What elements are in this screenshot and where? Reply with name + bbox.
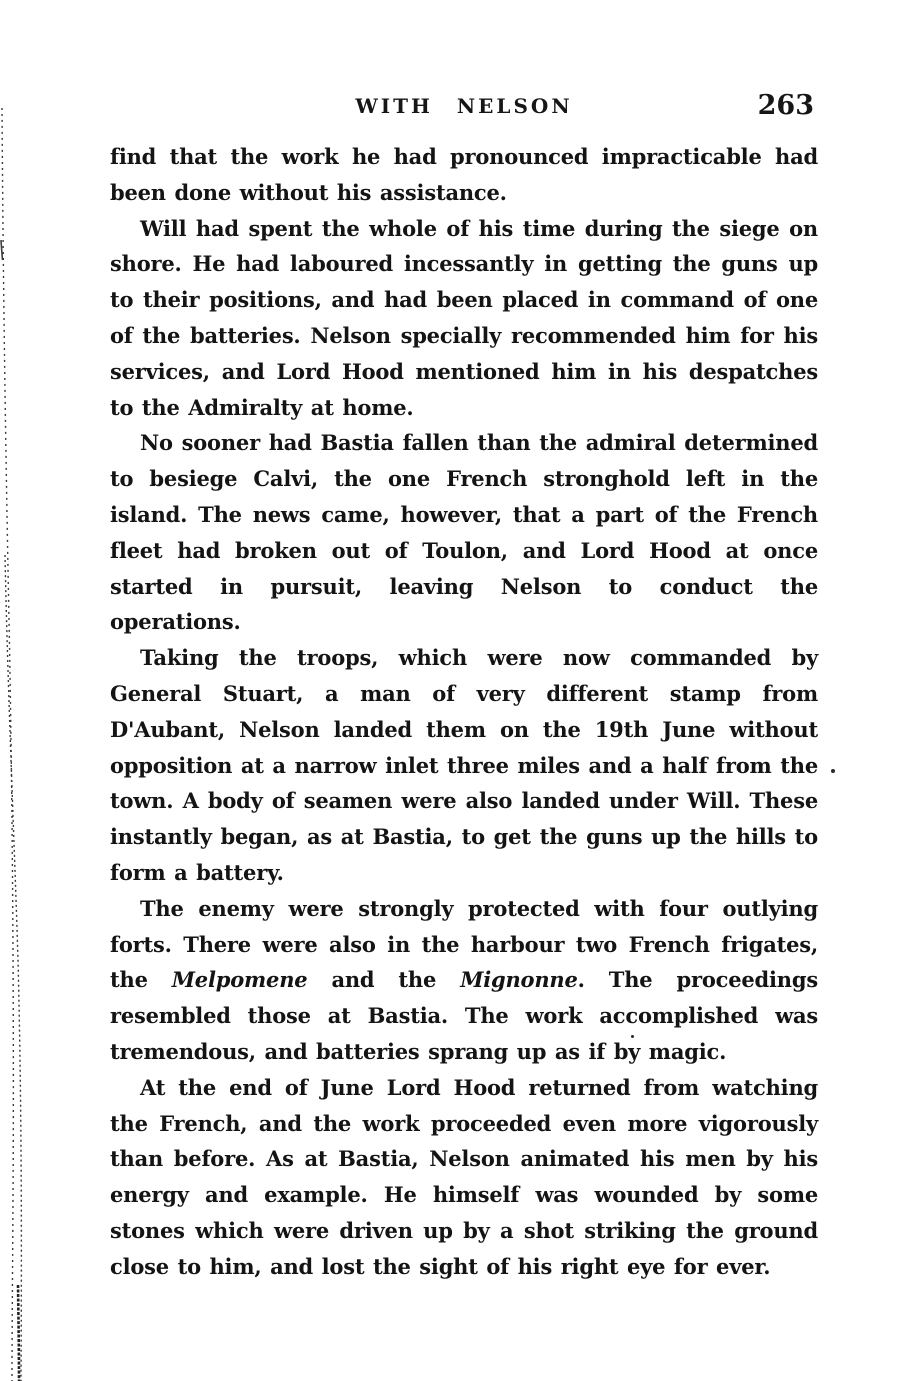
- scan-speck: [831, 769, 835, 773]
- running-title: WITH NELSON: [355, 94, 573, 118]
- paragraph: find that the work he had pronounced impracticable had been done without his assistance.: [110, 144, 818, 205]
- page-number: 263: [757, 90, 814, 121]
- paragraph: The enemy were strongly protected with four outlying forts. There were also in the harbour two French frigates, the Melpomene and the Mignonne. The proceedings resembled those at Bastia. The work accomplished was tremendous, and batteries sprang up as if by magic.: [110, 895, 818, 1064]
- paragraph: Taking the troops, which were now commanded by General Stuart, a man of very different stamp from D'Aubant, Nelson landed them on the 19th June without opposition at a narrow inlet three miles and a half from the town. A body of seamen were also landed under Will. These instantly began, as at Bastia, to get the guns up the hills to form a battery.: [110, 645, 818, 885]
- paragraph: No sooner had Bastia fallen than the admiral determined to besiege Calvi, the one French stronghold left in the island. The news came, however, that a part of the French fleet had broken out of Toulon, and Lord Hood at once started in pursuit, leaving Nelson to conduct the operations.: [110, 430, 818, 635]
- page-text: [110, 139, 818, 1285]
- paragraph: Will had spent the whole of his time during the siege on shore. He had laboured incessantly in getting the guns up to their positions, and had been placed in command of one of the batteries. Nelson specially recommended him for his services, and Lord Hood mentioned him in his despatches to the Admiralty at home.: [110, 215, 818, 420]
- scan-speck: [631, 1035, 634, 1038]
- page-header: [110, 90, 818, 124]
- binding-edge-artifact: [0, 0, 40, 1381]
- paragraph: At the end of June Lord Hood returned from watching the French, and the work proceeded even more vigorously than before. As at Bastia, Nelson animated his men by his energy and example. He himself was wounded by some stones which were driven up by a shot striking the ground close to him, and lost the sight of his right eye for ever.: [110, 1074, 818, 1279]
